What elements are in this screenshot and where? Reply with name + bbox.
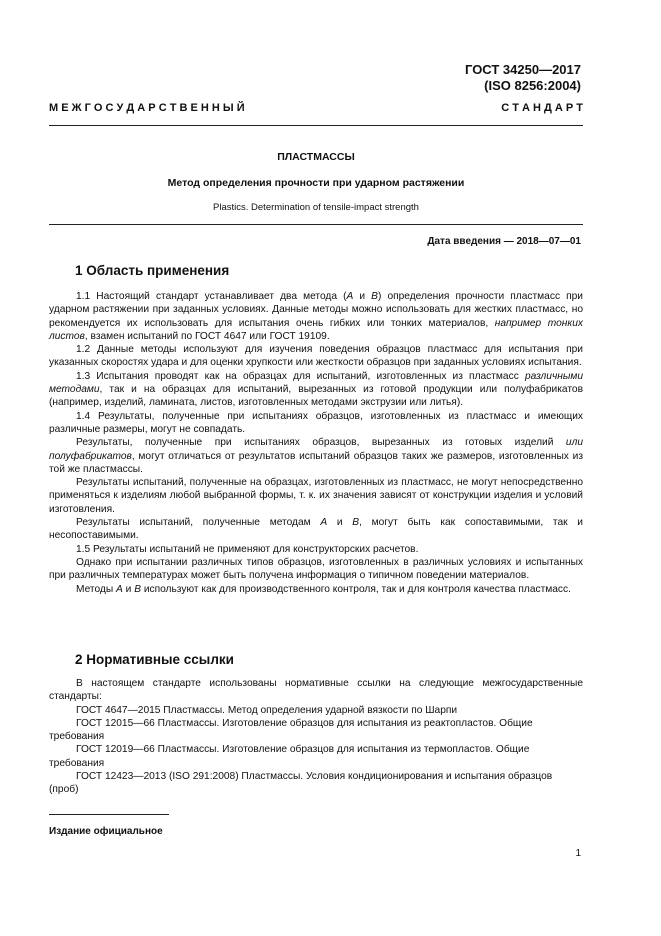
section-2-body	[49, 677, 583, 797]
section-1-paragraph	[49, 476, 583, 516]
text-run: Однако при испытании различных типов образцов, изготовленных в различных условиях и испытанных при различных температурах может быть получена информация о типичном поведении материалов.	[49, 556, 583, 582]
page-number: 1	[575, 848, 581, 859]
text-run: ГОСТ 12015—66 Пластмассы. Изготовление образцов для испытания из реактопластов. Общие требования	[49, 717, 533, 743]
text-run: и	[353, 291, 372, 302]
text-run: , взамен испытаний по ГОСТ 4647 или ГОСТ 19109.	[84, 330, 330, 342]
text-run: , могут быть как сопоставимыми, так и несопоставимыми.	[49, 517, 583, 542]
footer-divider	[49, 814, 169, 815]
italic-text-run: B	[134, 583, 141, 595]
interstate-standard-banner	[49, 102, 583, 114]
section-1-paragraph	[49, 290, 583, 343]
text-run: 1.3 Испытания проводят как на образцах для испытаний, изготовленных из пластмасс	[76, 370, 525, 382]
section-1-heading: 1 Область применения	[75, 263, 230, 278]
gost-number: ГОСТ 34250—2017	[465, 62, 581, 77]
text-run: ГОСТ 12019—66 Пластмассы. Изготовление образцов для испытания из термопластов. Общие требования	[49, 744, 530, 769]
text-run: , так и на образцах для испытаний, вырезанных из готовой продукции или полуфабрикатов (например, изделий, ламината, листов, изготовленных методами экструзии или литья).	[49, 384, 583, 409]
text-run: и	[327, 517, 353, 529]
document-title: ПЛАСТМАССЫ	[277, 151, 355, 163]
text-run: 1.2 Данные методы используют для изучения поведения образцов пластмасс для испытания при указанных скоростях удара и для оценки хрупкости или жесткости образцов при заданных условиях испытания.	[49, 344, 583, 369]
section-1-paragraph	[49, 543, 583, 556]
section-1-paragraph	[49, 556, 583, 583]
section-2-paragraph	[49, 704, 583, 717]
italic-text-run: например тонких листов	[49, 317, 583, 342]
section-2-paragraph	[49, 770, 583, 797]
text-run: Методы	[76, 583, 117, 595]
italic-text-run: A	[116, 583, 123, 595]
official-edition-label: Издание официальное	[49, 826, 163, 837]
section-2-paragraph	[49, 717, 583, 744]
section-1-paragraph	[49, 583, 583, 596]
text-run: 1.4 Результаты, полученные при испытаниях образцов, изготовленных из пластмасс и имеющих различные размеры, могут не совпадать.	[49, 410, 583, 435]
text-run: Результаты, полученные при испытаниях образцов, вырезанных из готовых изделий	[76, 437, 566, 449]
section-2-paragraph	[49, 677, 583, 704]
text-run: В настоящем стандарте использованы нормативные ссылки на следующие межгосударственные стандарты:	[49, 678, 583, 703]
text-run: , могут отличаться от результатов испытаний образцов таких же размеров, изготовленных из той же пластмассы.	[49, 450, 583, 475]
text-run: 1.1 Настоящий стандарт устанавливает два метода (	[76, 291, 347, 302]
text-run: ГОСТ 4647—2015 Пластмассы. Метод определения ударной вязкости по Шарпи	[76, 704, 458, 716]
section-1-body	[49, 290, 583, 596]
iso-number: (ISO 8256:2004)	[484, 78, 581, 93]
section-2-paragraph	[49, 743, 583, 770]
italic-text-run: различными методами	[49, 370, 583, 396]
standard-word: С Т А Н Д А Р Т	[501, 102, 583, 114]
header-divider	[49, 125, 583, 126]
italic-text-run: или полуфабрикатов	[49, 437, 583, 462]
section-1-paragraph	[49, 370, 583, 410]
text-run: ) определения прочности пластмасс при ударном растяжении при заданных условиях. Данные методы можно использовать для жестких пластмасс, но рекомендуется их использовать для испытания очень гибких или тонких материалов,	[49, 291, 583, 329]
standard-designation	[465, 62, 581, 94]
english-title: Plastics. Determination of tensile-impact strength	[213, 202, 419, 213]
interstate-word: М Е Ж Г О С У Д А Р С Т В Е Н Н Ы Й	[49, 102, 245, 114]
introduction-date: Дата введения — 2018—07—01	[427, 236, 581, 247]
section-2-heading: 2 Нормативные ссылки	[75, 652, 234, 667]
italic-text-run: A	[320, 517, 328, 529]
section-1-paragraph	[49, 436, 583, 476]
title-divider	[49, 224, 583, 225]
italic-text-run: B	[352, 517, 360, 529]
section-1-paragraph	[49, 410, 583, 437]
section-1-paragraph	[49, 343, 583, 370]
text-run: используют как для производственного контроля, так и для контроля качества пластмасс.	[140, 583, 571, 595]
italic-text-run: A	[346, 291, 354, 302]
italic-text-run: B	[371, 291, 378, 302]
text-run: 1.5 Результаты испытаний не применяют для конструкторских расчетов.	[76, 543, 419, 555]
text-run: ГОСТ 12423—2013 (ISO 291:2008) Пластмассы. Условия кондиционирования и испытания образцов (проб)	[49, 771, 553, 796]
text-run: Результаты испытаний, полученные на образцах, изготовленных из пластмасс, не могут непосредственно применяться к изделиям любой выбранной формы, т. к. их значения зависят от конструкции изделия и условий изготовления.	[49, 477, 583, 515]
text-run: и	[122, 583, 135, 595]
document-subtitle: Метод определения прочности при ударном растяжении	[167, 177, 465, 189]
text-run: Результаты испытаний, полученные методам	[76, 517, 321, 529]
section-1-paragraph	[49, 516, 583, 543]
